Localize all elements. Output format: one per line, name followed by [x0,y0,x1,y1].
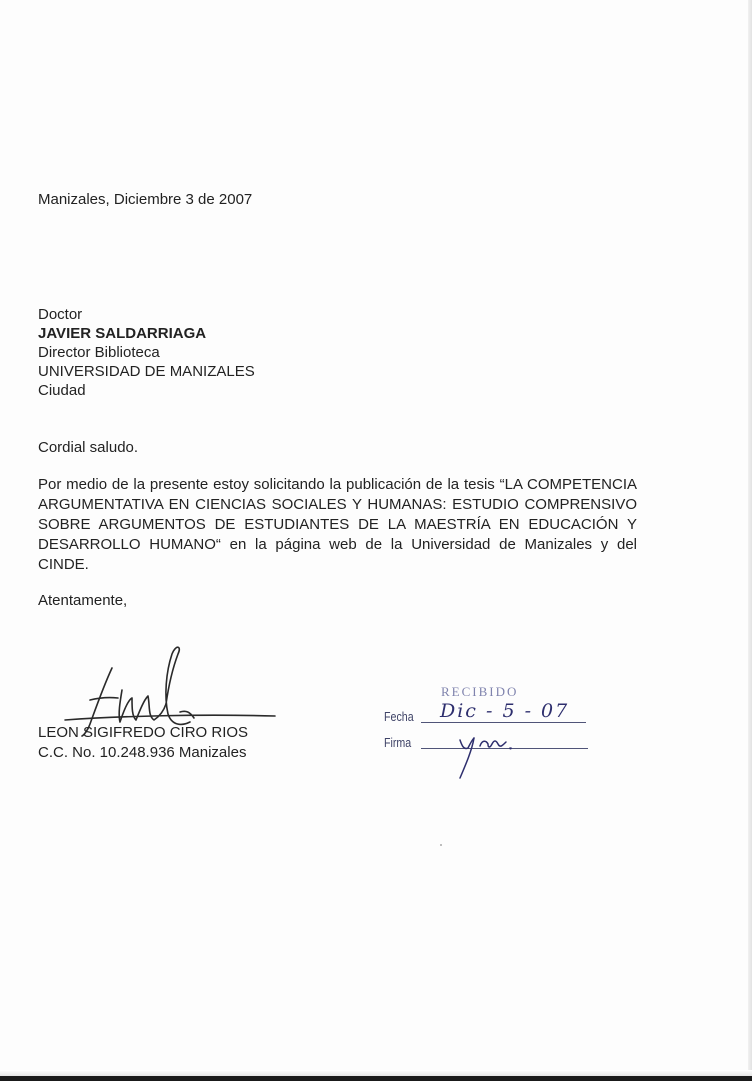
recipient-institution: UNIVERSIDAD DE MANIZALES [38,363,255,380]
recipient-block [38,305,255,400]
page-bottom-edge [0,1076,752,1081]
handwritten-initials [430,700,540,780]
handwritten-date: Dic - 5 - 07 [440,700,570,722]
recipient-name: JAVIER SALDARRIAGA [38,325,207,342]
recipient-title: Doctor [38,306,83,323]
closing: Atentamente, [38,592,128,609]
signatory-id: C.C. No. 10.248.936 Manizales [38,744,247,761]
recipient-position: Director Biblioteca [38,344,160,361]
recipient-city: Ciudad [38,382,86,399]
stamp-heading: RECIBIDO [441,684,519,699]
stamp-fecha-label: Fecha [384,709,414,724]
scan-speck [440,844,442,846]
stamp-firma-label: Firma [384,735,412,750]
letter-date: Manizales, Diciembre 3 de 2007 [38,191,253,208]
letter-body: Por medio de la presente estoy solicitando la publicación de la tesis “LA COMPETENCIA ARGUMENTATIVA EN CIENCIAS SOCIALES Y HUMANAS: ESTUDIO COMPRENSIVO SOBRE ARGUMENTOS DE ESTUDIANTES DE LA MAESTRÍA EN EDUCACIÓN Y DESARROLLO HUMANO“ en la página web de la Universidad de Manizales y del CINDE. [38,476,637,573]
signatory-name: LEON SIGIFREDO CIRO RIOS [38,724,249,741]
page-right-edge [748,0,752,1081]
greeting: Cordial saludo. [38,439,139,456]
